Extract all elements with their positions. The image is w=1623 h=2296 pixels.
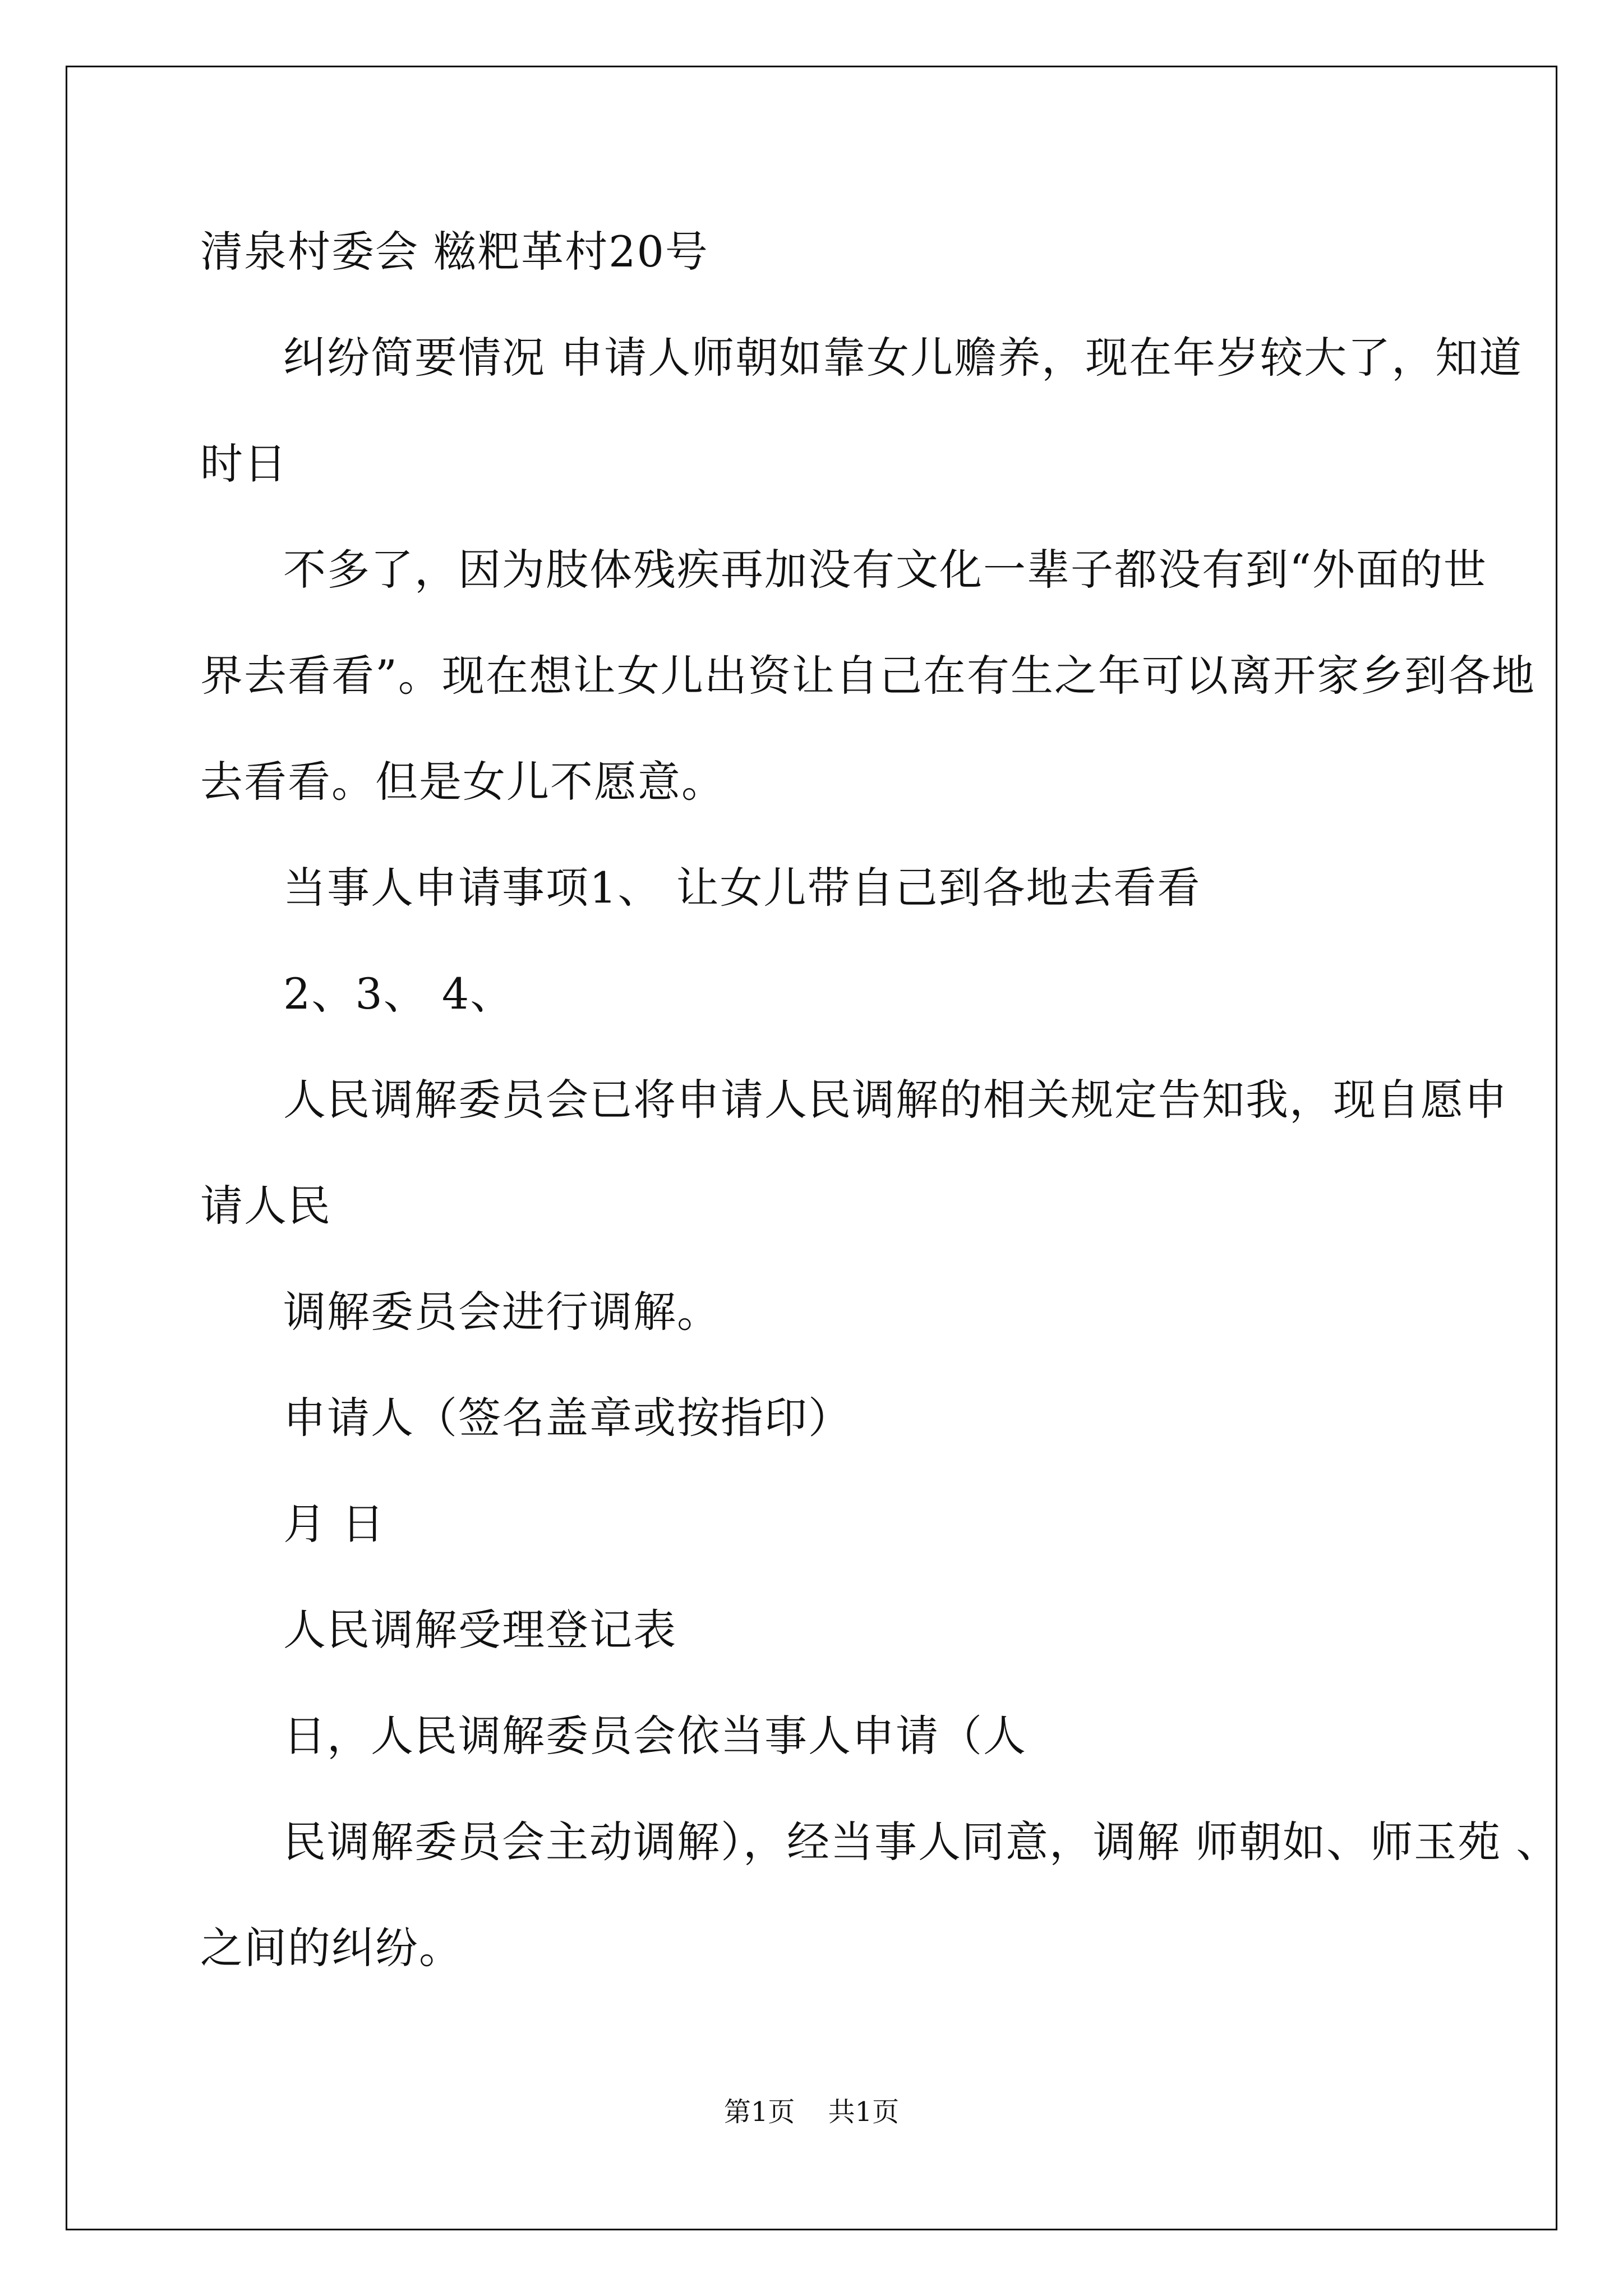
notice-line: 人民调解委员会已将申请人民调解的相关规定告知我，现自愿申	[283, 1075, 1508, 1125]
page-number: 第1页	[723, 2096, 795, 2128]
date-line: 月 日	[283, 1499, 386, 1549]
mediation-request-line: 调解委员会进行调解。	[283, 1287, 721, 1337]
dispute-detail-line-3: 去看看。但是女儿不愿意。	[200, 757, 725, 807]
notice-continuation: 请人民	[200, 1181, 331, 1231]
request-item-line: 当事人申请事项1、 让女儿带自己到各地去看看	[283, 863, 1201, 913]
page-border	[66, 66, 1557, 2230]
page-footer	[0, 2095, 1623, 2129]
registration-line-1: 日，人民调解委员会依当事人申请（人	[283, 1711, 1027, 1761]
dispute-detail-line-2: 界去看看”。现在想让女儿出资让自己在有生之年可以离开家乡到各地	[200, 651, 1536, 701]
registration-form-title: 人民调解受理登记表	[283, 1605, 677, 1655]
dispute-summary-line: 纠纷简要情况 申请人师朝如靠女儿赡养，现在年岁较大了，知道	[283, 333, 1523, 383]
applicant-signature-line: 申请人（签名盖章或按指印）	[283, 1393, 852, 1443]
registration-line-2: 民调解委员会主动调解），经当事人同意，调解 师朝如、师玉苑 、	[283, 1817, 1560, 1867]
dispute-detail-line-1: 不多了，因为肢体残疾再加没有文化一辈子都没有到“外面的世	[283, 545, 1487, 595]
request-item-numbers: 2、3、 4、	[283, 969, 514, 1019]
dispute-summary-continuation: 时日	[200, 439, 288, 489]
registration-line-3: 之间的纠纷。	[200, 1923, 463, 1973]
address-line: 清泉村委会 糍粑革村20号	[200, 227, 709, 277]
page-total: 共1页	[828, 2096, 900, 2128]
